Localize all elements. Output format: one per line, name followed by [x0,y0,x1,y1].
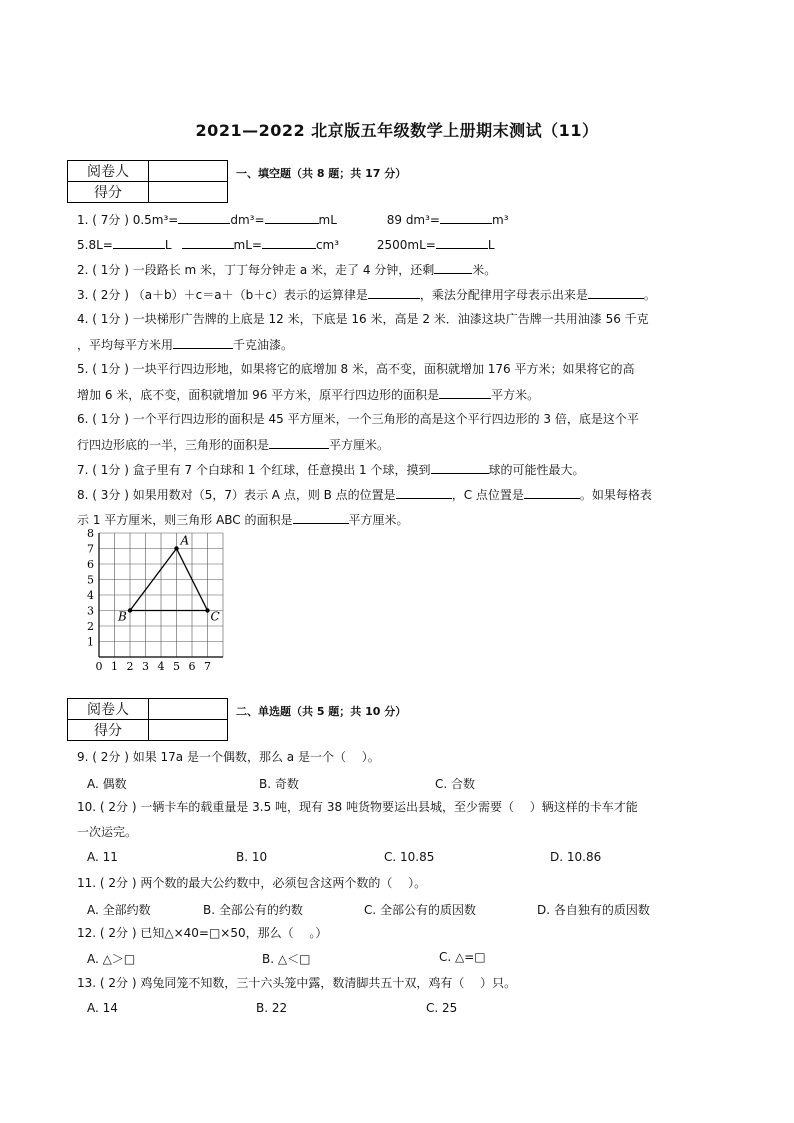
blank[interactable] [262,236,316,249]
blank[interactable] [440,211,492,224]
blank[interactable] [524,486,580,499]
blank[interactable] [588,286,644,299]
y-tick-label: 7 [87,542,94,556]
question-8-line-2: 示 1 平方厘米，则三角形 ABC 的面积是 平方厘米。 [77,513,409,527]
point-label-b: B [118,609,127,624]
blank[interactable] [173,336,233,349]
score-blank[interactable] [149,182,228,203]
blank[interactable] [431,461,489,474]
x-tick-label: 3 [142,660,149,673]
x-tick-label: 0 [95,660,103,673]
point-label-a: A [180,533,190,548]
y-tick-label: 1 [87,635,94,649]
question-6-line-2: 行四边形底的一半，三角形的面积是 平方厘米。 [77,438,390,452]
blank[interactable] [434,261,472,274]
x-tick-label: 6 [188,660,196,673]
question-8-line-1: 8. ( 3分 ) 如果用数对（5，7）表示 A 点，则 B 点的位置是 ，C 点位置是 。如果每格表 [77,488,652,502]
q13-option-c[interactable]: C. 25 [426,1001,458,1015]
q13-option-b[interactable]: B. 22 [256,1001,288,1015]
section-1-title: 一、填空题（共 8 题；共 17 分） [236,167,407,180]
reviewer-blank[interactable] [149,699,228,720]
blank[interactable] [182,236,234,249]
question-7: 7. ( 1分 ) 盒子里有 7 个白球和 1 个红球，任意摸出 1 个球，摸到 球的可能性最大。 [77,463,585,477]
score-box-2 [67,698,228,741]
question-1-line-1: 1. ( 7分 ) 0.5m³= dm³= mL 89 dm³= m³ [77,213,509,227]
q11-option-c[interactable]: C. 全部公有的质因数 [364,903,477,917]
blank[interactable] [113,236,165,249]
page-title: 2021—2022 北京版五年级数学上册期末测试（11） [195,121,599,140]
y-tick-label: 2 [87,620,94,633]
score-box-1 [67,160,228,203]
question-4-line-1: 4. ( 1分 ) 一块梯形广告牌的上底是 12 米，下底是 16 米，高是 2 米．油漆这块广告牌一共用油漆 56 千克 [77,312,649,326]
question-4-line-2: ，平均每平方米用 千克油漆。 [77,338,294,352]
q12-option-b[interactable]: B. △＜□ [262,952,311,966]
point-b [128,608,132,612]
y-tick-label: 8 [87,527,94,540]
x-tick-label: 4 [157,660,165,673]
y-tick-label: 3 [87,604,94,618]
question-6-line-1: 6. ( 1分 ) 一个平行四边形的面积是 45 平方厘米，一个三角形的高是这个平行四边形的 3 倍，底是这个平 [77,412,639,426]
question-10-line-1: 10. ( 2分 ) 一辆卡车的载重量是 3.5 吨，现有 38 吨货物要运出县城，至少需要（ ）辆这样的卡车才能 [77,800,638,814]
question-3: 3. ( 2分 ) （a＋b）＋c＝a＋（b＋c）表示的运算律是 ，乘法分配律用字母表示出来是 。 [77,288,656,302]
point-c [205,608,209,612]
reviewer-label: 阅卷人 [68,699,149,720]
reviewer-blank[interactable] [149,161,228,182]
q9-option-a[interactable]: A. 偶数 [87,777,127,791]
q11-option-d[interactable]: D. 各自独有的质因数 [537,903,650,917]
x-tick-label: 1 [111,660,118,673]
question-1-line-2: 5.8L= L mL= cm³ 2500mL= L [77,238,495,252]
q13-option-a[interactable]: A. 14 [87,1001,118,1015]
point-label-c: C [210,609,220,624]
x-tick-label: 5 [173,660,180,673]
question-10-line-2: 一次运完。 [77,825,138,839]
point-a [174,546,178,550]
q10-option-c[interactable]: C. 10.85 [384,850,435,864]
score-label: 得分 [68,182,149,203]
q11-option-b[interactable]: B. 全部公有的约数 [203,903,303,917]
blank[interactable] [396,486,452,499]
reviewer-label: 阅卷人 [68,161,149,182]
blank[interactable] [293,511,349,524]
blank[interactable] [269,436,329,449]
question-11: 11. ( 2分 ) 两个数的最大公约数中，必须包含这两个数的（ ）。 [77,876,427,890]
q10-option-d[interactable]: D. 10.86 [550,850,602,864]
blank[interactable] [178,211,230,224]
blank[interactable] [265,211,319,224]
q10-option-a[interactable]: A. 11 [87,850,118,864]
y-tick-label: 6 [87,558,94,571]
question-2: 2. ( 1分 ) 一段路长 m 米，丁丁每分钟走 a 米，走了 4 分钟，还剩 米。 [77,263,497,277]
score-label: 得分 [68,720,149,741]
q9-option-c[interactable]: C. 合数 [435,777,476,791]
q9-option-b[interactable]: B. 奇数 [259,777,299,791]
blank[interactable] [439,386,491,399]
q12-option-c[interactable]: C. △=□ [439,950,486,964]
x-tick-label: 7 [204,660,211,673]
y-tick-label: 5 [87,573,94,587]
question-5-line-2: 增加 6 米，底不变，面积就增加 96 平方米，原平行四边形的面积是 平方米。 [77,388,540,402]
q10-option-b[interactable]: B. 10 [236,850,268,864]
x-tick-label: 2 [126,660,134,673]
score-blank[interactable] [149,720,228,741]
y-tick-label: 4 [87,589,94,602]
question-9: 9. ( 2分 ) 如果 17a 是一个偶数，那么 a 是一个（ ）。 [77,750,380,764]
coordinate-grid-figure [82,527,232,688]
q11-option-a[interactable]: A. 全部约数 [87,903,151,917]
question-5-line-1: 5. ( 1分 ) 一块平行四边形地，如果将它的底增加 8 米，高不变，面积就增加 176 平方米；如果将它的高 [77,362,635,376]
section-2-title: 二、单选题（共 5 题；共 10 分） [236,705,407,718]
q12-option-a[interactable]: A. △＞□ [87,952,136,966]
question-12: 12. ( 2分 ) 已知△×40=□×50，那么（ 。） [77,926,328,940]
blank[interactable] [436,236,488,249]
blank[interactable] [368,286,420,299]
question-13: 13. ( 2分 ) 鸡兔同笼不知数，三十六头笼中露，数清脚共五十双，鸡有（ ）只。 [77,976,517,990]
